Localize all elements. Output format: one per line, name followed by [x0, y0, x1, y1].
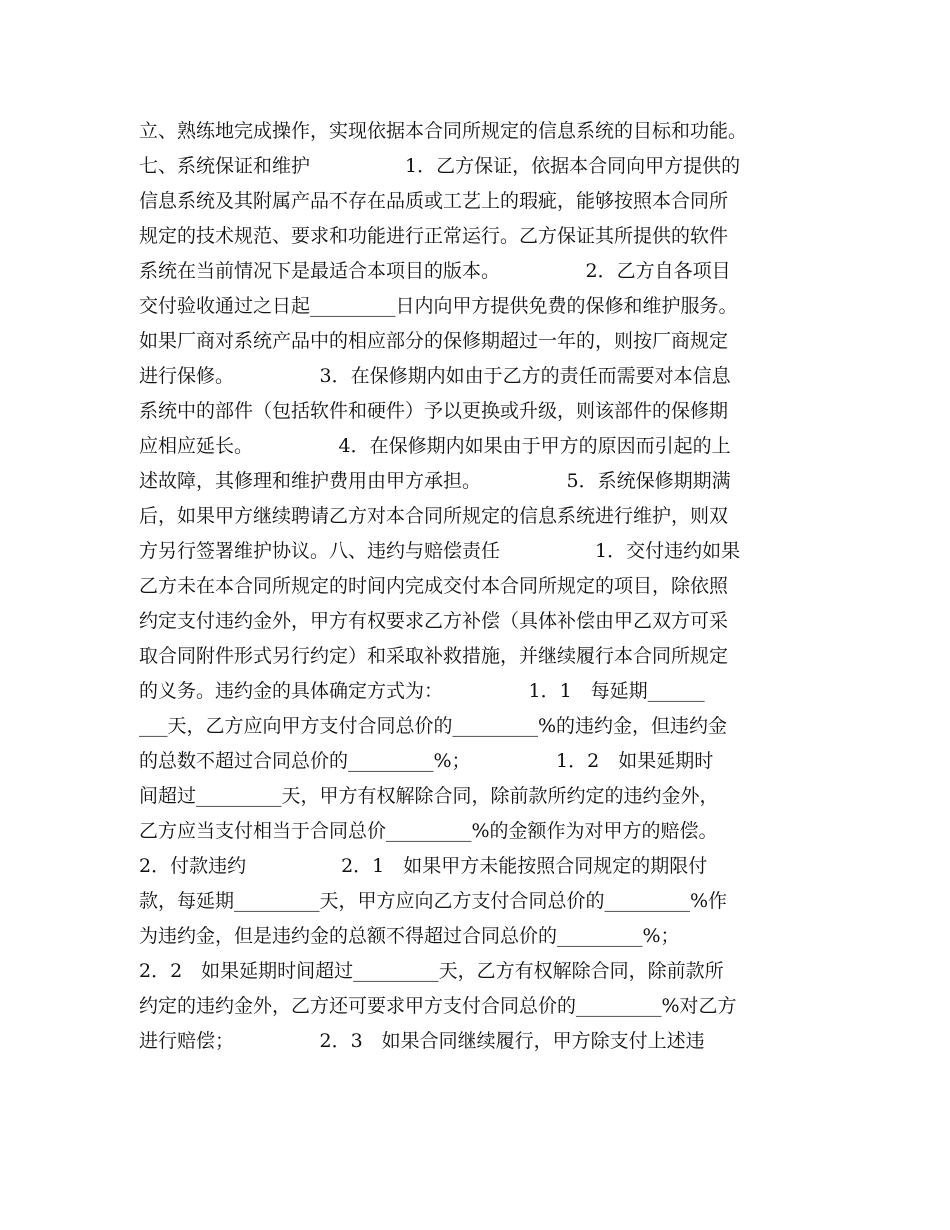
text-line: 应相应延长。 4．在保修期内如果由于甲方的原因而引起的上: [139, 435, 731, 457]
text-line: 2．付款违约 2．1 如果甲方未能按照合同规定的期限付: [139, 855, 708, 877]
text-line: 述故障，其修理和维护费用由甲方承担。 5．系统保修期期满: [139, 470, 731, 492]
text-line: 系统中的部件（包括软件和硬件）予以更换或升级，则该部件的保修期: [139, 400, 729, 422]
text-line: 立、熟练地完成操作，实现依据本合同所规定的信息系统的目标和功能。: [139, 120, 748, 142]
text-line: 进行赔偿； 2．3 如果合同继续履行，甲方除支付上述违: [139, 1030, 705, 1052]
text-line: 进行保修。 3．在保修期内如由于乙方的责任而需要对本信息: [139, 365, 731, 387]
text-line: 如果厂商对系统产品中的相应部分的保修期超过一年的，则按厂商规定: [139, 330, 729, 352]
text-line: 的总数不超过合同总价的_________%； 1．2 如果延期时: [139, 750, 714, 772]
text-line: 款，每延期_________天，甲方应向乙方支付合同总价的_________%作: [139, 890, 728, 912]
text-line: 取合同附件形式另行约定）和采取补救措施，并继续履行本合同所规定: [139, 645, 729, 667]
text-line: 信息系统及其附属产品不存在品质或工艺上的瑕疵，能够按照本合同所: [139, 190, 729, 212]
text-line: 规定的技术规范、要求和功能进行正常运行。乙方保证其所提供的软件: [139, 225, 729, 247]
text-line: 的义务。违约金的具体确定方式为： 1．1 每延期______: [139, 680, 705, 702]
text-line: 约定的违约金外，乙方还可要求甲方支付合同总价的_________%对乙方: [139, 995, 737, 1017]
text-line: ___天，乙方应向甲方支付合同总价的_________%的违约金，但违约金: [139, 715, 728, 737]
text-line: 七、系统保证和维护 1．乙方保证，依据本合同向甲方提供的: [139, 155, 741, 177]
contract-body: [139, 114, 829, 1059]
text-line: 方另行签署维护协议。八、违约与赔偿责任 1．交付违约如果: [139, 540, 741, 562]
text-line: 2．2 如果延期时间超过_________天，乙方有权解除合同，除前款所: [139, 960, 724, 982]
text-line: 为违约金，但是违约金的总额不得超过合同总价的_________%；: [139, 925, 680, 947]
text-line: 约定支付违约金外，甲方有权要求乙方补偿（具体补偿由甲乙双方可采: [139, 610, 729, 632]
text-line: 交付验收通过之日起_________日内向甲方提供免费的保修和维护服务。: [139, 295, 738, 317]
text-line: 乙方应当支付相当于合同总价_________%的金额作为对甲方的赔偿。: [139, 820, 718, 842]
text-line: 后，如果甲方继续聘请乙方对本合同所规定的信息系统进行维护，则双: [139, 505, 729, 527]
text-line: 乙方未在本合同所规定的时间内完成交付本合同所规定的项目，除依照: [139, 575, 729, 597]
text-line: 系统在当前情况下是最适合本项目的版本。 2．乙方自各项目: [139, 260, 731, 282]
text-line: 间超过_________天，甲方有权解除合同，除前款所约定的违约金外，: [139, 785, 719, 807]
